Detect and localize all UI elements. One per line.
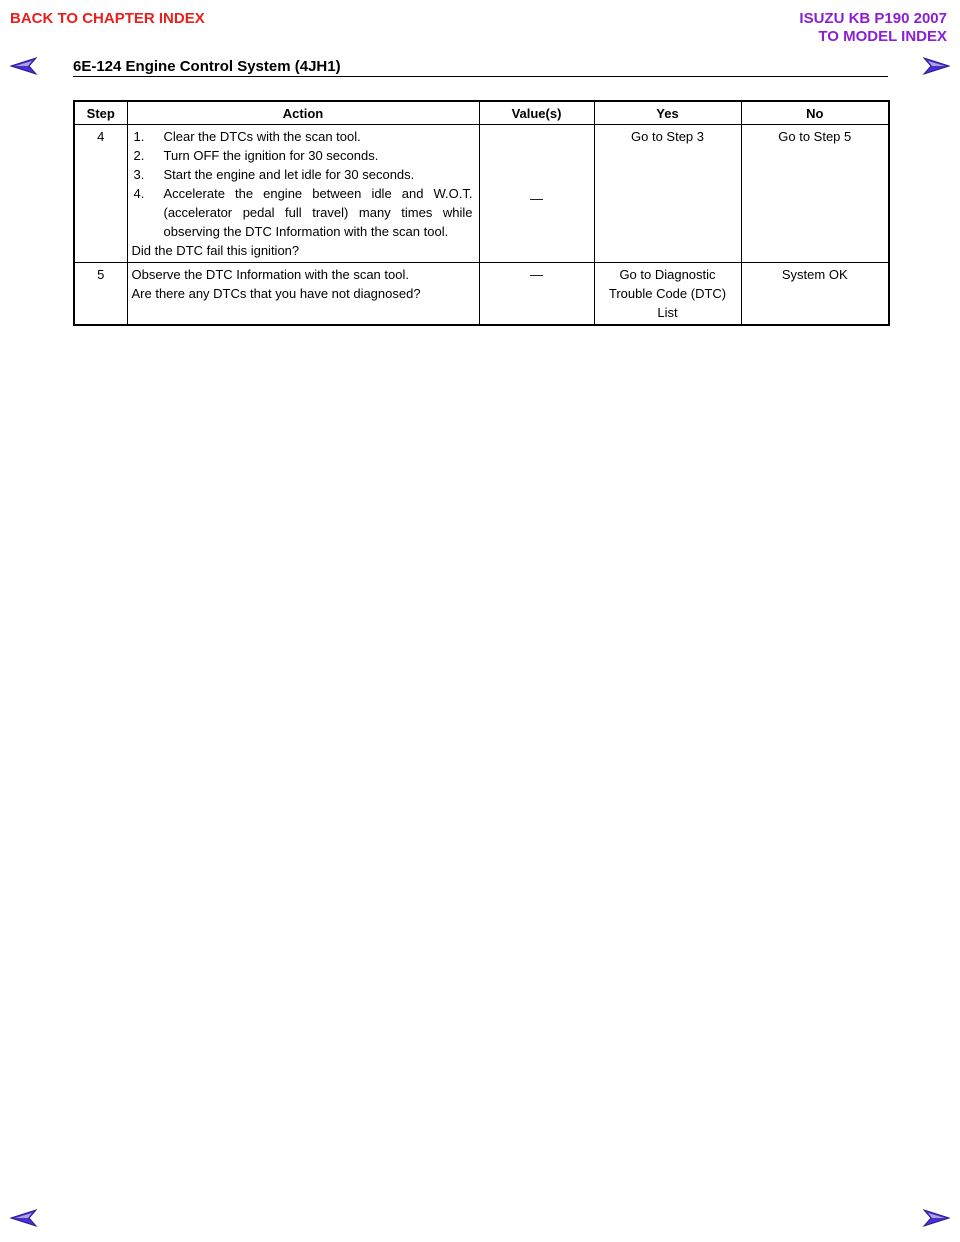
table-header-row (74, 101, 889, 125)
col-header-action: Action (127, 101, 479, 125)
step-number: 5 (74, 263, 127, 326)
yes-line: Go to Diagnostic (619, 267, 716, 282)
yes-line: List (657, 305, 678, 320)
no-cell: System OK (741, 263, 889, 326)
yes-line: Trouble Code (DTC) (608, 286, 727, 301)
table-row (74, 125, 889, 263)
page-header: 6E-124 Engine Control System (4JH1) (73, 58, 341, 75)
value-dash: — (530, 267, 543, 282)
action-steps-list (132, 127, 475, 241)
left-arrow-icon[interactable] (10, 56, 38, 76)
to-model-index[interactable]: TO MODEL INDEX (818, 28, 947, 45)
diagnostic-table (73, 100, 890, 326)
list-item: 4. Accelerate the engine between idle and W.O.T. (accelerator pedal full travel) many times while observing the DTC Information with the scan tool. (133, 186, 473, 239)
step-number: 4 (74, 125, 127, 263)
header-divider (73, 76, 888, 77)
col-header-yes: Yes (594, 101, 741, 125)
col-header-no: No (741, 101, 889, 125)
action-line: Observe the DTC Information with the scan tool. (131, 267, 409, 282)
action-question: Did the DTC fail this ignition? (131, 243, 300, 258)
value-cell (479, 263, 594, 326)
list-item: 1. Clear the DTCs with the scan tool. (133, 129, 361, 144)
action-question: Are there any DTCs that you have not diagnosed? (131, 286, 421, 301)
right-arrow-icon[interactable] (922, 1208, 950, 1228)
list-item: 2. Turn OFF the ignition for 30 seconds. (133, 148, 379, 163)
col-header-step: Step (74, 101, 127, 125)
col-header-values: Value(s) (479, 101, 594, 125)
no-cell: Go to Step 5 (741, 125, 889, 263)
list-item: 3. Start the engine and let idle for 30 seconds. (133, 167, 415, 182)
yes-cell (594, 263, 741, 326)
table-row (74, 263, 889, 326)
model-index-link[interactable] (799, 10, 947, 46)
value-cell (479, 125, 594, 263)
yes-cell: Go to Step 3 (594, 125, 741, 263)
value-dash: — (530, 191, 543, 206)
action-cell (127, 125, 479, 263)
model-title[interactable]: ISUZU KB P190 2007 (799, 10, 947, 27)
left-arrow-icon[interactable] (10, 1208, 38, 1228)
action-cell (127, 263, 479, 326)
back-to-chapter-index-link[interactable]: BACK TO CHAPTER INDEX (10, 10, 205, 27)
right-arrow-icon[interactable] (922, 56, 950, 76)
